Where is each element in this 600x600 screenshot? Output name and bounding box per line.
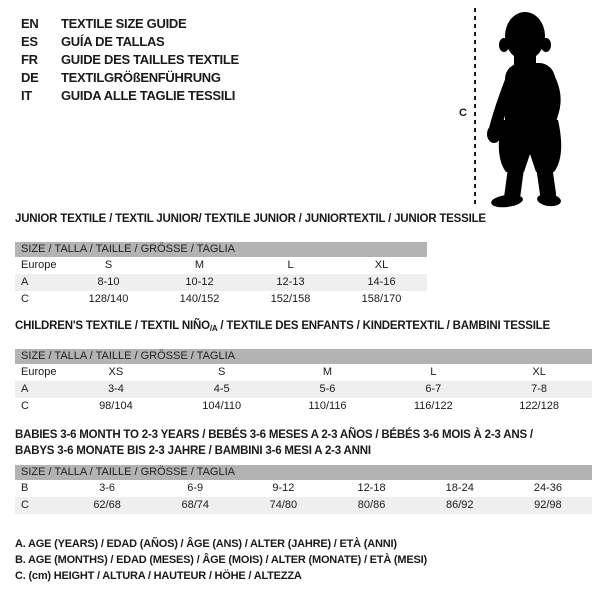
table-cell: 158/170 xyxy=(361,293,402,305)
language-header xyxy=(21,15,239,105)
table-cell: 10-12 xyxy=(185,276,214,288)
table-cell: 128/140 xyxy=(88,293,129,305)
lang-code: FR xyxy=(21,52,38,67)
table-cell: 4-5 xyxy=(213,383,230,395)
row-label: B xyxy=(21,482,29,494)
title-subscript: /A xyxy=(209,324,218,333)
lang-row-es xyxy=(21,33,239,51)
row-label: C xyxy=(21,400,29,412)
babies-row-b xyxy=(15,480,592,497)
column-header: Europe xyxy=(21,366,57,378)
lang-code: DE xyxy=(21,70,39,85)
footnote-c: C. (cm) HEIGHT / ALTURA / HAUTEUR / HÖHE / ALTEZZA xyxy=(15,570,302,582)
children-columns-row xyxy=(15,364,592,381)
height-dashed-line xyxy=(474,8,476,206)
table-cell: 9-12 xyxy=(272,482,295,494)
table-cell: 12-13 xyxy=(276,276,305,288)
lang-label: GUIDE DES TAILLES TEXTILE xyxy=(61,52,239,67)
column-header: XL xyxy=(532,366,546,378)
row-label: C xyxy=(21,293,29,305)
table-cell: 80/86 xyxy=(357,499,386,511)
lang-code: IT xyxy=(21,88,32,103)
table-cell: 98/104 xyxy=(99,400,133,412)
junior-size-header-bar: SIZE / TALLA / TAILLE / GRÖSSE / TAGLIA xyxy=(15,242,427,257)
column-header: S xyxy=(218,366,226,378)
lang-label: TEXTILGRÖßENFÜHRUNG xyxy=(61,70,221,85)
table-cell: 6-7 xyxy=(425,383,442,395)
children-size-header-bar: SIZE / TALLA / TAILLE / GRÖSSE / TAGLIA xyxy=(15,349,592,364)
table-cell: 104/110 xyxy=(202,400,242,412)
title-text: CHILDREN'S TEXTILE / TEXTIL NIÑO xyxy=(15,320,210,332)
row-label: C xyxy=(21,499,29,511)
children-textile-section xyxy=(15,318,592,415)
table-cell: 116/122 xyxy=(413,400,453,412)
babies-size-header-bar: SIZE / TALLA / TAILLE / GRÖSSE / TAGLIA xyxy=(15,465,592,480)
toddler-silhouette-icon xyxy=(482,8,578,208)
column-header: XL xyxy=(374,259,389,271)
babies-row-c xyxy=(15,497,592,514)
table-cell: 7-8 xyxy=(531,383,548,395)
lang-code: ES xyxy=(21,34,38,49)
lang-row-it xyxy=(21,87,239,105)
table-cell: 24-36 xyxy=(533,482,562,494)
children-row-a xyxy=(15,381,592,398)
lang-label: TEXTILE SIZE GUIDE xyxy=(61,16,187,31)
footnotes xyxy=(15,536,427,584)
babies-section-title-line2: BABYS 3-6 MONATE BIS 2-3 JAHRE / BAMBINI 3-6 MESI A 2-3 ANNI xyxy=(15,445,371,457)
table-cell: 122/128 xyxy=(519,400,559,412)
lang-code: EN xyxy=(21,16,39,31)
column-header: XS xyxy=(108,366,124,378)
table-cell: 6-9 xyxy=(187,482,204,494)
row-label: A xyxy=(21,276,29,288)
lang-row-en xyxy=(21,15,239,33)
table-cell: 8-10 xyxy=(97,276,120,288)
lang-row-de xyxy=(21,69,239,87)
children-section-title xyxy=(15,318,592,337)
children-row-c xyxy=(15,398,592,415)
table-cell: 12-18 xyxy=(357,482,386,494)
table-cell: 3-4 xyxy=(107,383,124,395)
column-header: M xyxy=(194,259,205,271)
junior-row-a xyxy=(15,274,427,291)
lang-label: GUÍA DE TALLAS xyxy=(61,34,165,49)
column-header: L xyxy=(430,366,437,378)
table-cell: 152/158 xyxy=(270,293,311,305)
table-cell: 140/152 xyxy=(179,293,220,305)
table-cell: 14-16 xyxy=(367,276,396,288)
junior-section-title: JUNIOR TEXTILE / TEXTIL JUNIOR/ TEXTILE JUNIOR / JUNIORTEXTIL / JUNIOR TESSILE xyxy=(15,213,486,225)
table-cell: 74/80 xyxy=(269,499,298,511)
lang-label: GUIDA ALLE TAGLIE TESSILI xyxy=(61,88,236,103)
column-header: M xyxy=(322,366,333,378)
junior-columns-row xyxy=(15,257,427,274)
table-cell: 68/74 xyxy=(181,499,209,511)
footnote-b: B. AGE (MONTHS) / EDAD (MESES) / ÂGE (MOIS) / ALTER (MONATE) / ETÀ (MESI) xyxy=(15,554,427,566)
column-header: L xyxy=(287,259,294,271)
height-dimension-label: C xyxy=(459,107,467,119)
table-cell: 62/68 xyxy=(93,499,121,511)
table-cell: 86/92 xyxy=(445,499,474,511)
column-header: S xyxy=(104,259,113,271)
table-cell: 92/98 xyxy=(534,499,562,511)
column-header: Europe xyxy=(21,259,57,271)
junior-row-c xyxy=(15,291,427,308)
title-text: / TEXTILE DES ENFANTS / KINDERTEXTIL / BAMBINI TESSILE xyxy=(217,320,550,332)
table-cell: 110/116 xyxy=(308,400,347,412)
table-cell: 5-6 xyxy=(319,383,336,395)
junior-textile-section xyxy=(15,211,486,308)
babies-section-title-line1: BABIES 3-6 MONTH TO 2-3 YEARS / BEBÉS 3-6 MESES A 2-3 AÑOS / BÉBÉS 3-6 MOIS À 2-3 ANS / xyxy=(15,429,533,441)
lang-row-fr xyxy=(21,51,239,69)
row-label: A xyxy=(21,383,29,395)
table-cell: 18-24 xyxy=(445,482,474,494)
table-cell: 3-6 xyxy=(99,482,116,494)
babies-textile-section xyxy=(15,427,592,514)
footnote-a: A. AGE (YEARS) / EDAD (AÑOS) / ÂGE (ANS) / ALTER (JAHRE) / ETÀ (ANNI) xyxy=(15,538,397,550)
